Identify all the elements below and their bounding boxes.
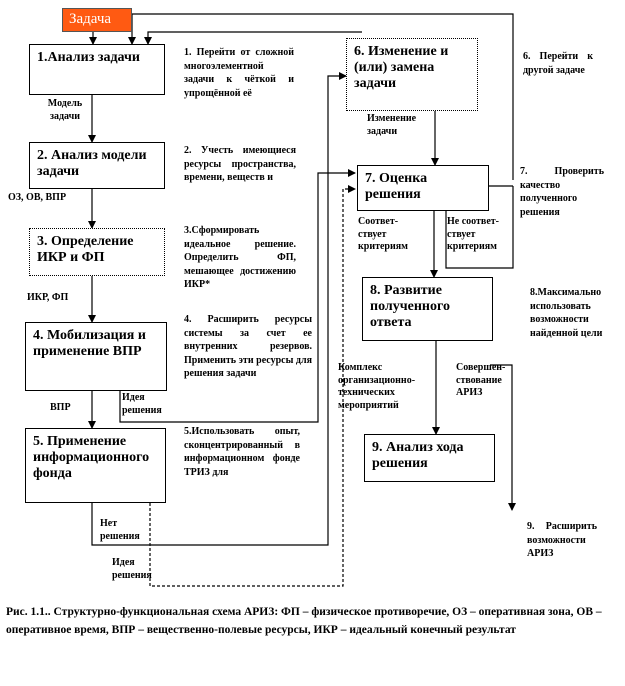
box-model-analysis: 2. Анализ модели задачи bbox=[29, 142, 165, 189]
note-5: 5.Использовать опыт, сконцентрированный в информационном фонде ТРИЗ для bbox=[184, 426, 300, 478]
figure-caption: Рис. 1.1.. Структурно-функциональная схема АРИЗ: ФП – физическое противоречие, ОЗ – оперативная зона, ОВ – оперативное время, ВПР – вещественно-полевые ресурсы, ИКР – идеальный конечный результат bbox=[6, 606, 602, 636]
note-3: 3.Сформировать идеальное решение. Определить ФП, мешающее достижению ИКР* bbox=[184, 225, 296, 290]
note-6: 6. Перейти к другой задаче bbox=[523, 51, 593, 76]
box-information-fund: 5. Применение информационного фонда bbox=[25, 428, 166, 503]
box-task-analysis: 1.Анализ задачи bbox=[29, 44, 165, 95]
label-no-solution: Нет решения bbox=[100, 518, 140, 542]
loop-6-to-1 bbox=[148, 32, 362, 44]
task-box: Задача bbox=[62, 8, 132, 32]
label-complex-measures: Комплекс организационно-технических мероприятий bbox=[338, 362, 416, 411]
box-resource-mobilization: 4. Мобилизация и применение ВПР bbox=[25, 322, 167, 391]
note-7: 7. Проверить качество полученного решения bbox=[520, 166, 604, 218]
label-not-fits: Не соответ-ствует критериям bbox=[447, 216, 500, 252]
note-9: 9. Расширить возможности АРИЗ bbox=[527, 521, 597, 559]
label-fits: Соответ-ствует критериям bbox=[358, 216, 408, 252]
label-idea-2: Идея решения bbox=[112, 557, 152, 581]
note-2: 2. Учесть имеющиеся ресурсы пространства, времени, веществ и bbox=[184, 145, 296, 183]
box-ikr-definition: 3. Определение ИКР и ФП bbox=[29, 228, 165, 276]
label-task-change: Изменение задачи bbox=[367, 113, 417, 137]
label-model: Модель задачи bbox=[47, 98, 83, 122]
note-1: 1. Перейти от сложной многоэлементной задачи к чёткой и упрощённой её bbox=[184, 47, 294, 99]
box-answer-development: 8. Развитие полученного ответа bbox=[362, 277, 493, 341]
label-vpr: ВПР bbox=[50, 402, 71, 413]
note-8: 8.Максимально использовать возможности найденной цели bbox=[530, 287, 603, 339]
box-solution-analysis: 9. Анализ хода решения bbox=[364, 434, 495, 482]
note-4: 4. Расширить ресурсы системы за счет ее внутренних резервов. Применить эти ресурсы для решения задачи bbox=[184, 314, 312, 379]
label-ikr-fp: ИКР, ФП bbox=[27, 292, 69, 303]
label-improve-ariz: Совершен-ствование АРИЗ bbox=[456, 362, 506, 398]
label-oz-ov-vpr: ОЗ, ОВ, ВПР bbox=[8, 192, 67, 203]
box-solution-evaluation: 7. Оценка решения bbox=[357, 165, 489, 211]
label-idea-1: Идея решения bbox=[122, 392, 162, 416]
box-task-change: 6. Изменение и (или) замена задачи bbox=[346, 38, 478, 111]
